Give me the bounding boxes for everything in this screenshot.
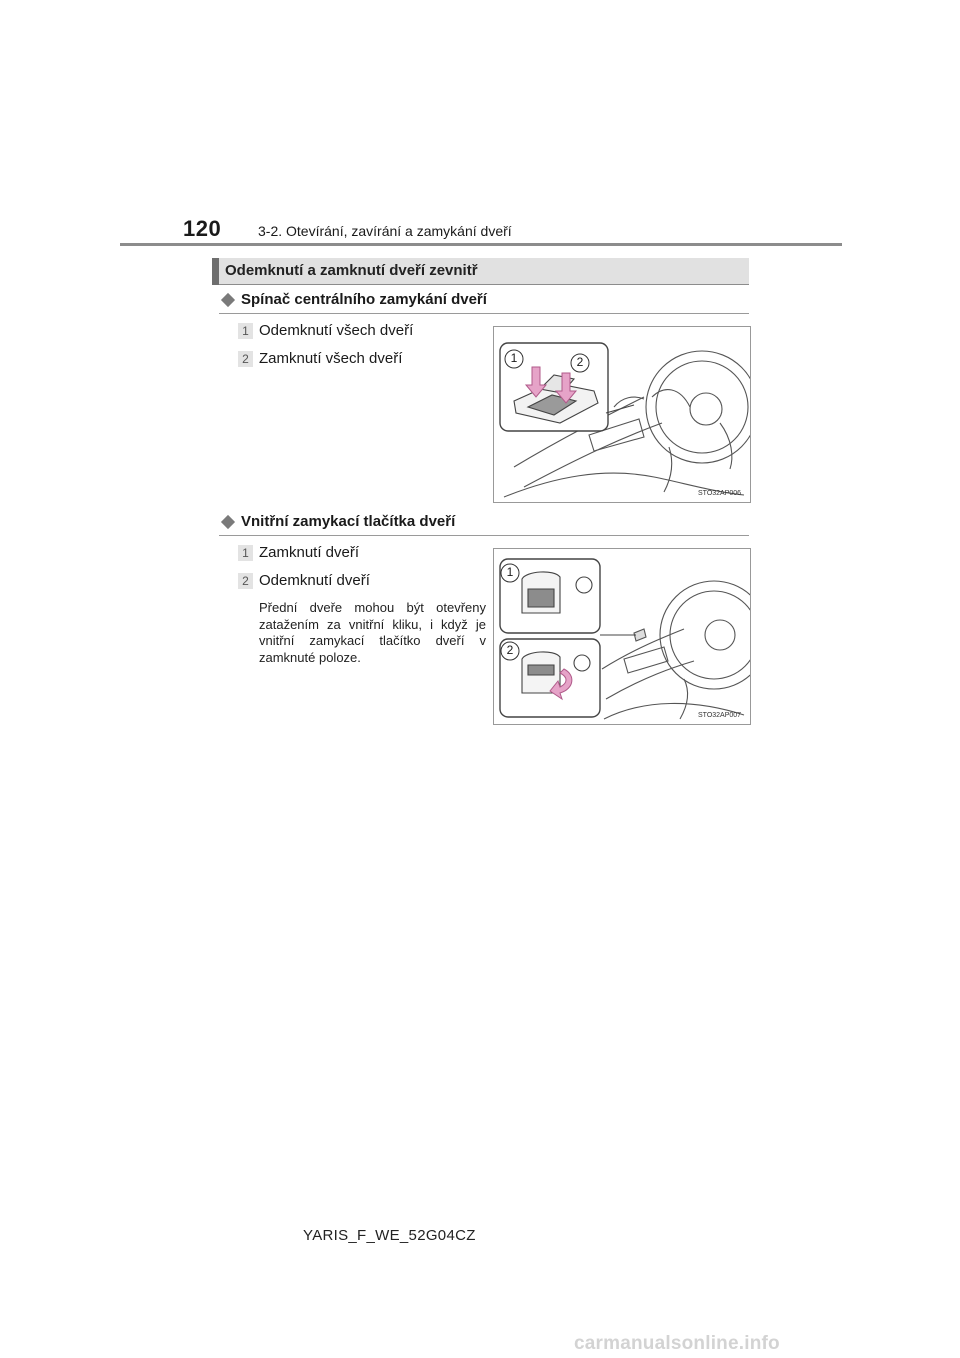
central-lock-figure [493, 326, 751, 503]
central-lock-item-1 [238, 322, 413, 339]
inside-lock-item-2 [238, 572, 370, 589]
header-rule [120, 243, 842, 246]
callout-2: 2 [506, 643, 514, 657]
section-title: Odemknutí a zamknutí dveří zevnitř [225, 262, 478, 279]
inside-lock-heading-text: Vnitřní zamykací tlačítka dveří [241, 513, 456, 530]
inside-lock-item-1 [238, 544, 359, 561]
inside-lock-note: Přední dveře mohou být otevřeny zatažením za vnitřní kliku, i když je vnitřní zamykací tlačítko dveří v zamknuté poloze. [259, 600, 486, 665]
callout-2: 2 [576, 355, 584, 369]
inside-lock-item-2-label: Odemknutí dveří [259, 572, 370, 589]
inside-lock-heading [219, 513, 455, 530]
footer-doc-code: YARIS_F_WE_52G04CZ [303, 1227, 476, 1244]
diamond-bullet-icon [221, 514, 235, 528]
watermark: carmanualsonline.info [574, 1333, 780, 1354]
page-number: 120 [183, 216, 222, 241]
central-lock-heading-text: Spínač centrálního zamykání dveří [241, 291, 487, 308]
section-title-bar [212, 258, 749, 285]
inside-lock-item-1-label: Zamknutí dveří [259, 544, 360, 561]
callout-1: 1 [506, 565, 514, 579]
central-lock-item-2 [238, 350, 402, 367]
inside-lock-rule [219, 535, 749, 536]
central-lock-rule [219, 313, 749, 314]
figure-code: STO32AP006 [698, 490, 742, 497]
chapter-title: 3-2. Otevírání, zavírání a zamykání dveří [258, 223, 512, 239]
central-lock-item-1-label: Odemknutí všech dveří [259, 322, 414, 339]
number-box-icon: 2 [238, 573, 253, 589]
figure-code: STO32AP007 [698, 712, 742, 719]
inside-lock-illustration [494, 549, 750, 724]
diamond-bullet-icon [221, 292, 235, 306]
callout-1: 1 [510, 351, 518, 365]
central-lock-heading [219, 291, 487, 308]
central-lock-item-2-label: Zamknutí všech dveří [259, 350, 403, 367]
inside-lock-figure [493, 548, 751, 725]
number-box-icon: 1 [238, 323, 253, 339]
number-box-icon: 1 [238, 545, 253, 561]
number-box-icon: 2 [238, 351, 253, 367]
section-accent [212, 258, 219, 285]
steering-wheel-icon [646, 351, 750, 463]
central-lock-illustration [494, 327, 750, 502]
